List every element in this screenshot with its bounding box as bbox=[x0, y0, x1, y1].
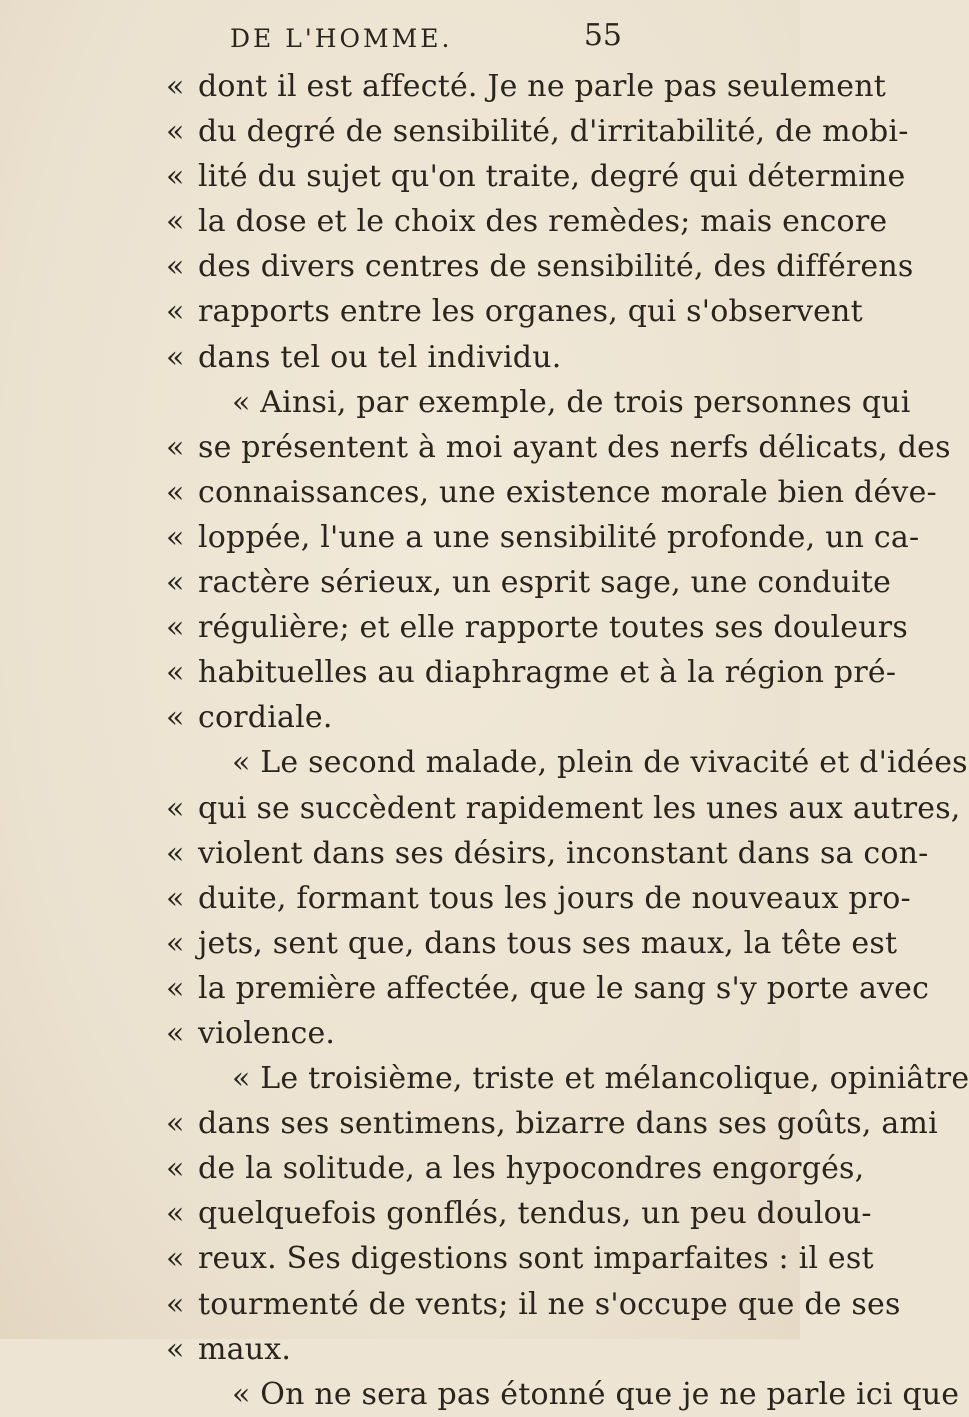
margin-quote-mark: « bbox=[166, 519, 185, 555]
margin-quote-mark: « bbox=[166, 655, 185, 691]
page-header bbox=[230, 18, 622, 58]
margin-quote-mark: « bbox=[166, 880, 185, 916]
text-line bbox=[0, 1327, 800, 1372]
text-line bbox=[0, 966, 930, 1011]
line-text: de la solitude, a les hypocondres engorgés, bbox=[198, 1151, 865, 1187]
text-line bbox=[0, 470, 937, 515]
margin-quote-mark: « bbox=[166, 1286, 185, 1322]
text-line bbox=[0, 831, 929, 876]
margin-quote-mark: « bbox=[166, 69, 185, 104]
line-text: jets, sent que, dans tous ses maux, la tête est bbox=[198, 925, 898, 961]
margin-quote-mark: « bbox=[166, 1015, 185, 1051]
text-line bbox=[0, 786, 961, 831]
line-text: violence. bbox=[198, 1015, 336, 1051]
margin-quote-mark: « bbox=[166, 700, 185, 736]
text-line bbox=[0, 650, 897, 695]
margin-quote-mark: « bbox=[166, 970, 185, 1006]
line-text: habituelles au diaphragme et à la région pré- bbox=[198, 655, 897, 691]
line-text: la première affectée, que le sang s'y porte avec bbox=[198, 970, 930, 1006]
margin-quote-mark: « bbox=[166, 1151, 185, 1187]
line-text: loppée, l'une a une sensibilité profonde, un ca- bbox=[198, 519, 920, 555]
line-text: tourmenté de vents; il ne s'occupe que de ses bbox=[198, 1286, 901, 1322]
margin-quote-mark: « bbox=[166, 610, 185, 646]
margin-quote-mark: « bbox=[166, 159, 185, 195]
line-text: dont il est affecté. Je ne parle pas seulement bbox=[198, 69, 887, 104]
text-line bbox=[0, 740, 968, 785]
margin-quote-mark: « bbox=[166, 1331, 185, 1367]
margin-quote-mark: « bbox=[166, 429, 185, 465]
line-text: régulière; et elle rapporte toutes ses douleurs bbox=[198, 610, 908, 646]
line-text: du degré de sensibilité, d'irritabilité, de mobi- bbox=[198, 114, 909, 150]
line-text: dans ses sentimens, bizarre dans ses goûts, ami bbox=[198, 1106, 938, 1142]
text-line bbox=[0, 109, 909, 154]
line-text: ractère sérieux, un esprit sage, une conduite bbox=[198, 565, 892, 601]
line-text: « Le second malade, plein de vivacité et d'idées bbox=[232, 745, 968, 781]
text-line bbox=[0, 425, 951, 470]
line-text: la dose et le choix des remèdes; mais encore bbox=[198, 204, 888, 240]
text-line bbox=[0, 1101, 938, 1146]
margin-quote-mark: « bbox=[166, 474, 185, 510]
text-line bbox=[0, 1011, 800, 1056]
text-line bbox=[0, 876, 911, 921]
text-line bbox=[0, 921, 898, 966]
margin-quote-mark: « bbox=[166, 339, 185, 375]
margin-quote-mark: « bbox=[166, 790, 185, 826]
line-text: se présentent à moi ayant des nerfs délicats, des bbox=[198, 429, 951, 465]
text-line bbox=[0, 199, 888, 244]
text-line bbox=[0, 380, 911, 425]
text-line bbox=[0, 335, 800, 380]
page-number: 55 bbox=[583, 18, 622, 53]
line-text: reux. Ses digestions sont imparfaites : il est bbox=[198, 1241, 874, 1277]
text-line bbox=[0, 560, 892, 605]
text-line bbox=[0, 515, 920, 560]
line-text: quelquefois gonflés, tendus, un peu doulou- bbox=[198, 1196, 872, 1232]
margin-quote-mark: « bbox=[166, 1196, 185, 1232]
text-line bbox=[0, 1191, 872, 1236]
text-line bbox=[0, 695, 800, 740]
line-text: maux. bbox=[198, 1331, 292, 1367]
text-line bbox=[0, 1282, 901, 1327]
line-text: rapports entre les organes, qui s'observent bbox=[198, 294, 863, 330]
text-line bbox=[0, 154, 906, 199]
text-line bbox=[0, 244, 914, 289]
margin-quote-mark: « bbox=[166, 925, 185, 961]
line-text: duite, formant tous les jours de nouveaux pro- bbox=[198, 880, 911, 916]
margin-quote-mark: « bbox=[166, 565, 185, 601]
text-line bbox=[0, 1372, 960, 1417]
line-text: dans tel ou tel individu. bbox=[198, 339, 562, 375]
text-line bbox=[0, 289, 863, 334]
line-text: lité du sujet qu'on traite, degré qui détermine bbox=[198, 159, 906, 195]
body-text bbox=[0, 64, 969, 1417]
margin-quote-mark: « bbox=[166, 294, 185, 330]
line-text: des divers centres de sensibilité, des différens bbox=[198, 249, 914, 285]
text-line bbox=[0, 64, 887, 109]
line-text: « Ainsi, par exemple, de trois personnes qui bbox=[232, 384, 911, 420]
margin-quote-mark: « bbox=[166, 1241, 185, 1277]
line-text: qui se succèdent rapidement les unes aux autres, bbox=[198, 790, 961, 826]
margin-quote-mark: « bbox=[166, 249, 185, 285]
line-text: « Le troisième, triste et mélancolique, opiniâtre bbox=[232, 1061, 969, 1097]
line-text: connaissances, une existence morale bien déve- bbox=[198, 474, 937, 510]
line-text: violent dans ses désirs, inconstant dans sa con- bbox=[198, 835, 929, 871]
margin-quote-mark: « bbox=[166, 114, 185, 150]
text-line bbox=[0, 1146, 865, 1191]
line-text: « On ne sera pas étonné que je ne parle ici que bbox=[232, 1376, 960, 1412]
running-title: DE L'HOMME. bbox=[230, 24, 453, 53]
text-line bbox=[0, 605, 908, 650]
margin-quote-mark: « bbox=[166, 1106, 185, 1142]
text-line bbox=[0, 1236, 874, 1281]
margin-quote-mark: « bbox=[166, 204, 185, 240]
margin-quote-mark: « bbox=[166, 835, 185, 871]
text-line bbox=[0, 1056, 969, 1101]
line-text: cordiale. bbox=[198, 700, 333, 736]
